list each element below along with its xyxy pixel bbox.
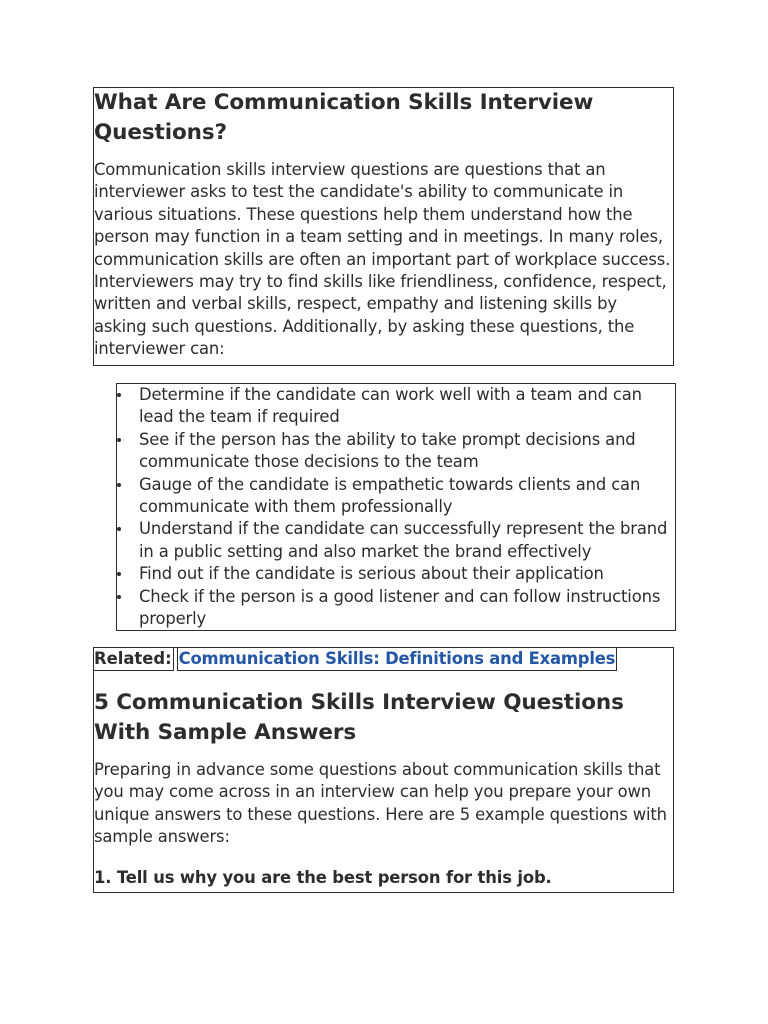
abilities-list xyxy=(117,384,675,630)
abilities-list-section xyxy=(116,383,676,631)
intro-section xyxy=(93,87,674,366)
related-row xyxy=(94,648,673,671)
sample-answers-section xyxy=(93,647,674,893)
first-question: 1. Tell us why you are the best person for this job. xyxy=(94,867,552,887)
list-item: Check if the person is a good listener and can follow instructions properly xyxy=(139,586,675,631)
list-item: Find out if the candidate is serious about their application xyxy=(139,563,675,585)
list-item: Understand if the candidate can successfully represent the brand in a public setting and also market the brand effectively xyxy=(139,518,675,563)
list-item: Determine if the candidate can work well with a team and can lead the team if required xyxy=(139,384,675,429)
list-item: Gauge of the candidate is empathetic towards clients and can communicate with them professionally xyxy=(139,474,675,519)
related-label: Related: xyxy=(94,648,174,671)
intro-heading: What Are Communication Skills Interview Questions? xyxy=(94,90,594,145)
related-article-link[interactable]: Communication Skills: Definitions and Examples xyxy=(177,648,618,671)
answers-paragraph: Preparing in advance some questions about communication skills that you may come across in an interview can help you prepare your own unique answers to these questions. Here are 5 example questions with sample answers: xyxy=(94,760,667,847)
intro-paragraph: Communication skills interview questions are questions that an interviewer asks to test the candidate's ability to communicate in various situations. These questions help them understand how the person may function in a team setting and in meetings. In many roles, communication skills are often an important part of workplace success. Interviewers may try to find skills like friendliness, confidence, respect, written and verbal skills, respect, empathy and listening skills by asking such questions. Additionally, by asking these questions, the interviewer can: xyxy=(94,160,671,359)
list-item: See if the person has the ability to take prompt decisions and communicate those decisions to the team xyxy=(139,429,675,474)
answers-heading: 5 Communication Skills Interview Questions With Sample Answers xyxy=(94,690,624,745)
